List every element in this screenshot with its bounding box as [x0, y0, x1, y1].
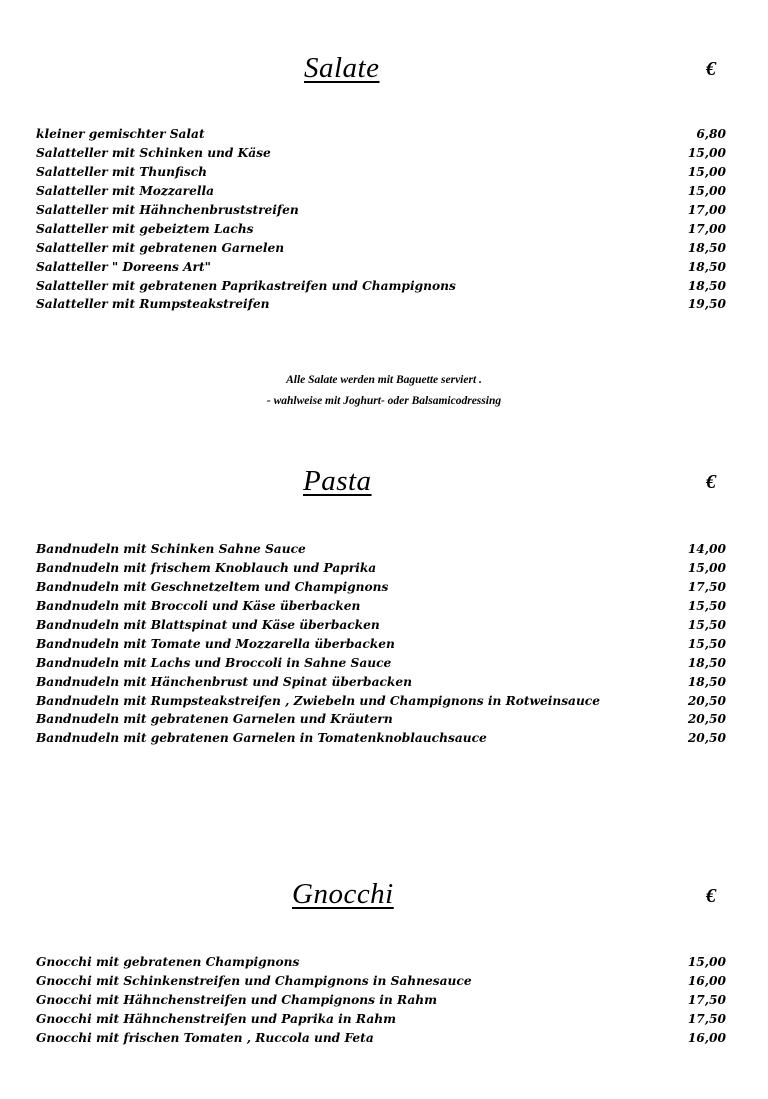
menu-item-price: 18,50 [687, 278, 726, 293]
menu-item [36, 1029, 726, 1048]
menu-item [36, 201, 726, 220]
salate-note-line-1: Alle Salate werden mit Baguette serviert . [286, 374, 482, 386]
menu-item-name: Bandnudeln mit Broccoli und Käse überbacken [36, 599, 361, 614]
menu-item [36, 710, 726, 729]
menu-item-name: kleiner gemischter Salat [36, 127, 205, 142]
menu-item-price: 15,00 [687, 165, 726, 180]
menu-item-name: Bandnudeln mit gebratenen Garnelen und Kräutern [36, 712, 393, 727]
menu-item-name: Salatteller mit Rumpsteakstreifen [36, 297, 270, 312]
menu-item-name: Bandnudeln mit Tomate und Mozzarella überbacken [36, 636, 395, 651]
menu-item-name: Salatteller mit Thunfisch [36, 165, 207, 180]
menu-item-price: 15,00 [687, 561, 726, 576]
menu-item-price: 17,50 [687, 1012, 726, 1027]
menu-item [36, 219, 726, 238]
menu-item-name: Bandnudeln mit Schinken Sahne Sauce [36, 542, 306, 557]
menu-item-price: 16,00 [687, 1031, 726, 1045]
menu-item-name: Bandnudeln mit frischem Knoblauch und Paprika [36, 561, 377, 576]
menu-item [36, 634, 726, 653]
menu-item [36, 691, 726, 710]
menu-item-price: 18,50 [687, 674, 726, 689]
menu-item [36, 540, 726, 559]
pasta-title: Pasta [303, 465, 372, 497]
menu-item [36, 559, 726, 578]
menu-item [36, 616, 726, 635]
menu-item-price: 17,00 [687, 203, 726, 217]
menu-item-price: 16,00 [687, 974, 726, 989]
menu-item [36, 257, 726, 276]
menu-item-price: 15,00 [687, 146, 726, 161]
menu-item-price: 18,50 [687, 240, 726, 255]
menu-item-name: Salatteller mit Schinken und Käse [36, 146, 271, 161]
menu-item-name: Gnocchi mit Hähnchenstreifen und Champignons in Rahm [36, 993, 438, 1008]
menu-item [36, 653, 726, 672]
menu-item-name: Bandnudeln mit Rumpsteakstreifen , Zwiebeln und Champignons in Rotweinsauce [36, 693, 600, 708]
menu-item [36, 972, 726, 991]
salate-title: Salate [304, 52, 380, 84]
menu-item-price: 20,50 [687, 731, 726, 746]
pasta-item-list [36, 540, 726, 748]
menu-item [36, 144, 726, 163]
menu-item [36, 276, 726, 295]
salate-item-list [36, 125, 726, 314]
menu-item-name: Bandnudeln mit Hänchenbrust und Spinat überbacken [36, 674, 412, 689]
menu-item-price: 18,50 [687, 259, 726, 274]
salate-note-line-2: - wahlweise mit Joghurt- oder Balsamicodressing [266, 395, 502, 407]
menu-item-name: Salatteller mit gebratenen Garnelen [36, 240, 285, 255]
menu-item [36, 953, 726, 972]
menu-item-price: 19,50 [687, 297, 726, 312]
menu-item-name: Gnocchi mit gebratenen Champignons [36, 955, 300, 970]
menu-item-name: Salatteller mit gebeiztem Lachs [36, 221, 254, 236]
menu-item-name: Gnocchi mit frischen Tomaten , Ruccola und Feta [36, 1031, 374, 1045]
menu-item-name: Gnocchi mit Schinkenstreifen und Champignons in Sahnesauce [36, 974, 472, 989]
menu-item-name: Gnocchi mit Hähnchenstreifen und Paprika in Rahm [36, 1012, 396, 1027]
gnocchi-item-list [36, 953, 726, 1047]
menu-item-price: 20,50 [687, 712, 726, 727]
menu-item-price: 6,80 [696, 127, 726, 142]
menu-item-name: Bandnudeln mit Geschnetzeltem und Champignons [36, 580, 389, 595]
gnocchi-title: Gnocchi [292, 878, 394, 910]
menu-item [36, 182, 726, 201]
menu-item-name: Salatteller mit Hähnchenbruststreifen [36, 203, 299, 217]
menu-item-price: 17,00 [687, 221, 726, 236]
menu-item-name: Salatteller " Doreens Art" [36, 259, 211, 274]
salate-currency-label: € [706, 58, 716, 80]
menu-item [36, 125, 726, 144]
menu-item-price: 15,50 [687, 599, 726, 614]
menu-item-price: 17,50 [687, 580, 726, 595]
pasta-currency-label: € [706, 471, 716, 493]
menu-item-price: 14,00 [687, 542, 726, 557]
menu-item-name: Bandnudeln mit Lachs und Broccoli in Sahne Sauce [36, 655, 392, 670]
menu-item [36, 295, 726, 314]
menu-item-price: 15,00 [687, 184, 726, 199]
menu-item-name: Salatteller mit Mozzarella [36, 184, 215, 199]
menu-item [36, 238, 726, 257]
menu-item-price: 17,50 [687, 993, 726, 1008]
menu-item-price: 20,50 [687, 693, 726, 708]
menu-item-name: Bandnudeln mit Blattspinat und Käse überbacken [36, 618, 380, 632]
menu-item-price: 15,50 [687, 618, 726, 632]
menu-item [36, 597, 726, 616]
menu-item [36, 672, 726, 691]
menu-item [36, 991, 726, 1010]
menu-item-price: 18,50 [687, 655, 726, 670]
menu-item-price: 15,50 [687, 636, 726, 651]
menu-item [36, 1010, 726, 1029]
menu-item-price: 15,00 [687, 955, 726, 970]
menu-item [36, 163, 726, 182]
menu-item-name: Salatteller mit gebratenen Paprikastreifen und Champignons [36, 278, 456, 293]
menu-item-name: Bandnudeln mit gebratenen Garnelen in Tomatenknoblauchsauce [36, 731, 487, 746]
menu-item [36, 729, 726, 748]
menu-item [36, 578, 726, 597]
gnocchi-currency-label: € [706, 885, 716, 907]
